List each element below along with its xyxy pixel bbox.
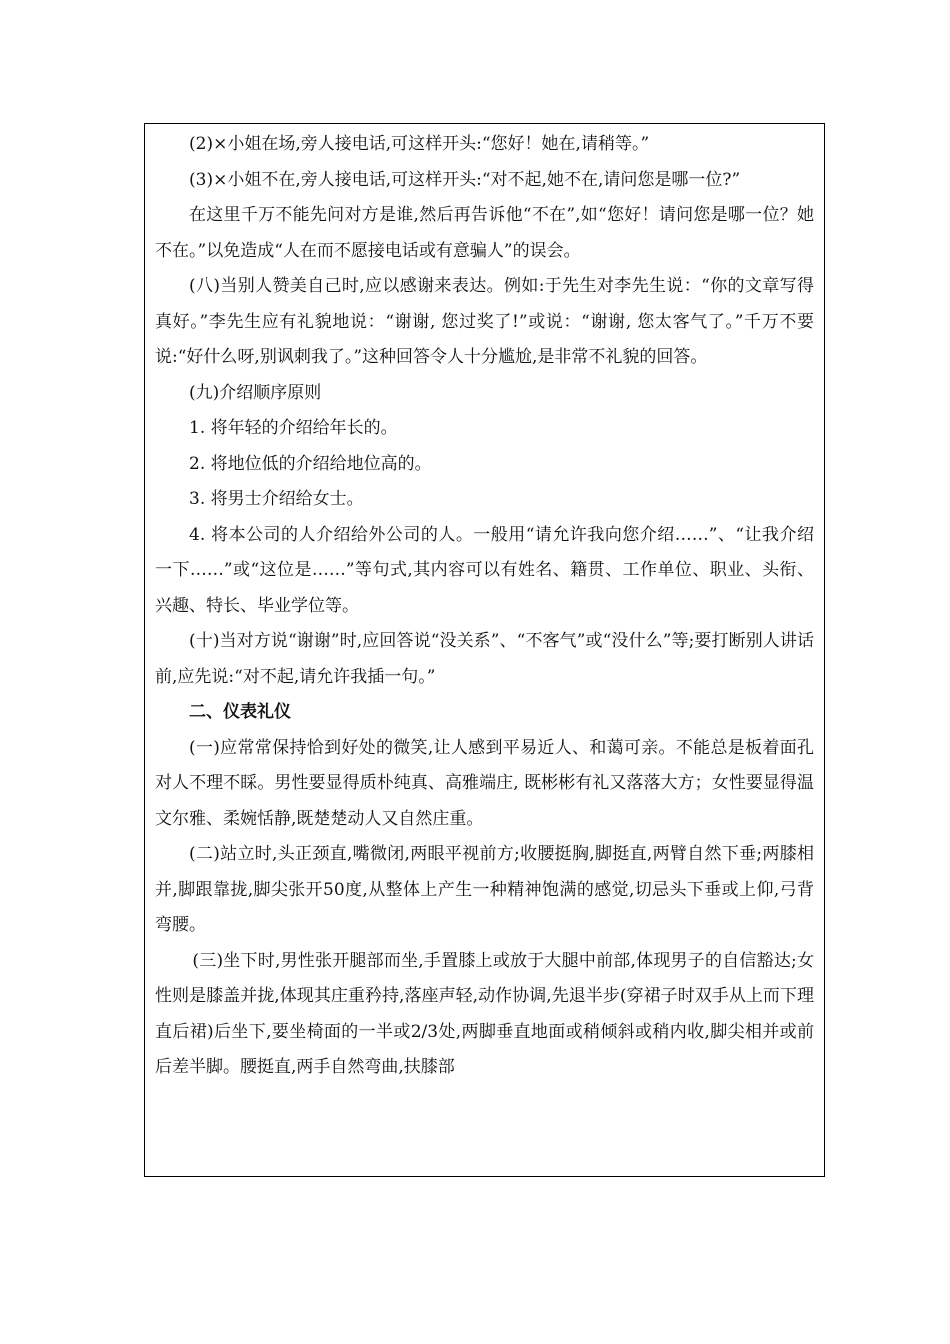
paragraph-intro-order-title: (九)介绍顺序原则 <box>189 382 322 403</box>
paragraph-phone-note: 在这里千万不能先问对方是谁,然后再告诉他“不在”,如“您好！请问您是哪一位？她不在。”以免造成“人在而不愿接电话或有意骗人”的误会。 <box>155 205 814 261</box>
paragraph-phone-absent: (3)×小姐不在,旁人接电话,可这样开头:“对不起,她不在,请问您是哪一位?” <box>189 169 741 190</box>
paragraph-standing: (二)站立时,头正颈直,嘴微闭,两眼平视前方;收腰挺胸,脚挺直,两臂自然下垂;两膝相并,脚跟靠拢,脚尖张开50度,从整体上产生一种精神饱满的感觉,切忌头下垂或上仰,弓背弯腰。 <box>155 844 814 935</box>
list-item-intro-1: 1. 将年轻的介绍给年长的。 <box>189 418 398 438</box>
table-cell-frame <box>144 123 825 1177</box>
list-item-intro-3: 3. 将男士介绍给女士。 <box>189 489 364 509</box>
paragraph-smile: (一)应常常保持恰到好处的微笑,让人感到平易近人、和蔼可亲。不能总是板着面孔对人不理不睬。男性要显得质朴纯真、高雅端庄, 既彬彬有礼又落落大方；女性要显得温文尔雅、柔婉恬静,既楚楚动人又自然庄重。 <box>155 737 814 829</box>
list-item-intro-2: 2. 将地位低的介绍给地位高的。 <box>189 453 432 474</box>
section-heading-appearance: 二、仪表礼仪 <box>189 702 291 722</box>
list-item-intro-4: 4. 将本公司的人介绍给外公司的人。一般用“请允许我向您介绍……”、“让我介绍一下……”或“这位是……”等句式,其内容可以有姓名、籍贯、工作单位、职业、头衔、兴趣、特长、毕业学位等。 <box>155 524 814 616</box>
paragraph-phone-present: (2)×小姐在场,旁人接电话,可这样开头:“您好！她在,请稍等。” <box>189 134 650 154</box>
paragraph-sitting: (三)坐下时,男性张开腿部而坐,手置膝上或放于大腿中前部,体现男子的自信豁达;女性则是膝盖并拢,体现其庄重矜持,落座声轻,动作协调,先退半步(穿裙子时双手从上而下理直后裙)后坐下,要坐椅面的一半或2/3处,两脚垂直地面或稍倾斜或稍内收,脚尖相并或前后差半脚。腰挺直,两手自然弯曲,扶膝部 <box>155 950 814 1077</box>
paragraph-thanks-reply: (十)当对方说“谢谢”时,应回答说“没关系”、“不客气”或“没什么”等;要打断别人讲话前,应先说:“对不起,请允许我插一句。” <box>155 631 814 687</box>
document-body <box>145 124 824 1086</box>
paragraph-praise: (八)当别人赞美自己时,应以感谢来表达。例如:于先生对李先生说：“你的文章写得真好。”李先生应有礼貌地说：“谢谢, 您过奖了!”或说：“谢谢, 您太客气了。”千万不要说:“好什么呀,别讽刺我了。”这种回答令人十分尴尬,是非常不礼貌的回答。 <box>155 276 814 367</box>
